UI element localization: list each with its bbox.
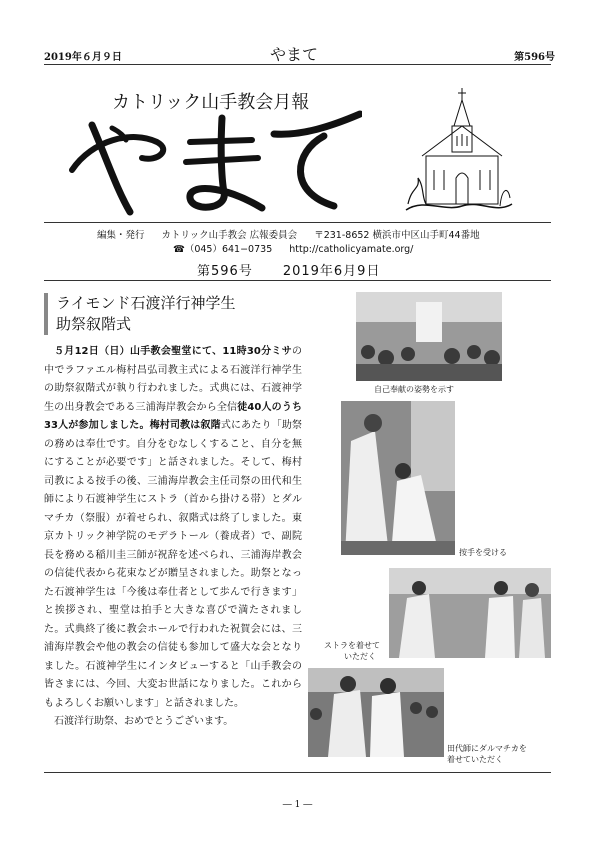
photo-laying-on-hands xyxy=(341,401,455,555)
masthead-rule xyxy=(44,222,551,223)
caption-photo-2: 按手を受ける xyxy=(459,548,507,557)
photo-dalmatic xyxy=(308,668,444,757)
caption-photo-4-line1: 田代師にダルマチカを xyxy=(447,744,527,753)
editor-label: 編集・発行 xyxy=(97,230,145,241)
caption-photo-3-line1: ストラを着せて xyxy=(324,641,380,650)
article-title xyxy=(44,293,236,335)
issue-date: 2019年6月9日 xyxy=(282,264,381,279)
article-title-line1: ライモンド石渡洋行神学生 xyxy=(56,294,236,312)
phone-number: ☎（045）641−0735 xyxy=(173,244,273,255)
issue-line xyxy=(197,260,380,279)
article-bold-1: ５月12日（日）山手教会聖堂にて、11時30分ミサ xyxy=(54,346,292,357)
caption-photo-3 xyxy=(324,640,380,662)
article-bold-2: 徒40人のうち33人が参加しました。梅村司教は叙階 xyxy=(44,401,302,431)
article-paragraph-2: 石渡洋行助祭、おめでとうございます。 xyxy=(54,716,234,727)
page-number: ― 1 ― xyxy=(282,800,313,810)
church-illustration xyxy=(404,86,514,216)
article-text-1: の中でラファエル梅村昌弘司教主式による石渡洋行神学生の助祭叙階式が執り行われました。式典には、石渡神学生の出身教会である三浦海岸教会から全信 xyxy=(44,346,302,413)
article-paragraph-1 xyxy=(44,343,302,713)
postal-address: 〒231-8652 横浜市中区山手町44番地 xyxy=(314,230,480,241)
masthead-logo xyxy=(62,100,362,220)
caption-photo-1: 自己奉献の姿勢を示す xyxy=(374,385,454,394)
photo-offering-posture xyxy=(356,292,502,381)
masthead-info xyxy=(97,229,480,257)
caption-photo-3-line2: いただく xyxy=(344,652,376,661)
issue-number: 第596号 xyxy=(197,264,253,279)
article-body xyxy=(44,343,302,732)
header-issue: 第596号 xyxy=(514,52,555,63)
caption-photo-4 xyxy=(447,743,527,765)
header-date: 2019年６月９日 xyxy=(44,52,122,63)
article-text-2: 式にあたり「助祭の務めは奉仕です。自分をむなしくすること、自分を無にすることが必要です」と話されました。そして、梅村司教による按手の後、三浦海岸教会主任司祭の田代和生師により石渡神学生にストラ（首から掛ける帯）とダルマチカ（祭服）が着せられ、叙階式は終了しました。東京カトリック神学院のモデラトール（養成者）で、副院長を務める稲川圭三師が祝辞を述べられ、三浦海岸教会の信徒代表から花束などが贈呈されました。助祭となった石渡神学生は「今後は奉仕者として歩んで行きます」と挨拶され、聖堂は拍手と大きな喜びで満たされました。式典終了後に教会ホールで行われた祝賀会には、三浦海岸教会や他の教会の信徒も参加して盛大な会となりました。石渡神学生にインタビューすると「山手教会の皆さまには、今回、大変お世話になりました。これからもよろしくお願いします」と話されました。 xyxy=(44,420,303,709)
website-url[interactable]: http://catholicyamate.org/ xyxy=(289,244,414,255)
header-rule xyxy=(44,64,551,65)
masthead-subtitle: カトリック山手教会月報 xyxy=(112,92,310,113)
issue-rule xyxy=(44,280,551,281)
publisher-name: カトリック山手教会 広報委員会 xyxy=(161,230,298,241)
article-title-line2: 助祭叙階式 xyxy=(56,315,132,333)
caption-photo-4-line2: 着せていただく xyxy=(447,755,503,764)
photo-stole xyxy=(389,568,551,658)
header-newsletter-name: やまて xyxy=(270,45,319,64)
footer-rule xyxy=(44,772,551,773)
